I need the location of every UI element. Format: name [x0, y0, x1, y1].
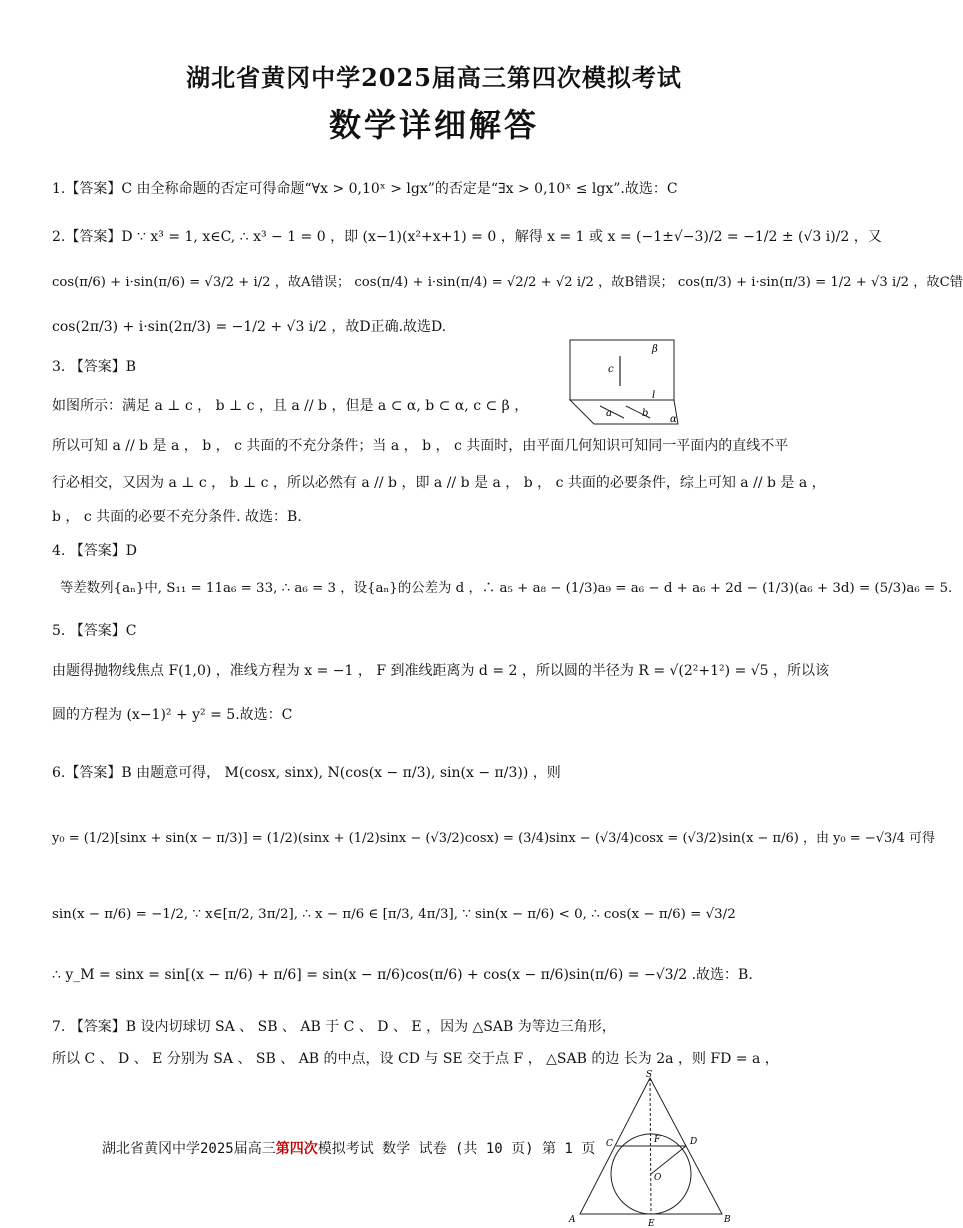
answer-4-heading: 4. 【答案】D [52, 543, 138, 559]
label-alpha: α [670, 414, 677, 425]
point-E: E [648, 1219, 655, 1228]
exam-title: 湖北省黄冈中学2025届高三第四次模拟考试 [186, 63, 682, 92]
point-C: C [606, 1139, 613, 1149]
footer-prefix: 湖北省黄冈中学2025届高三 [102, 1141, 276, 1157]
answer-4-line-1: 等差数列{aₙ}中, S₁₁ = 11a₆ = 33, ∴ a₆ = 3 ，设{aₙ}的公差为 d ，∴ a₅ + a₈ − (1/3)a₉ = a₆ − d + a₆ + 2d − (1/3)(a₆ + 3d) = (5/3)a₆ = 5. [60, 581, 953, 596]
answer-2-line-1: 2.【答案】D ∵ x³ = 1, x∈C, ∴ x³ − 1 = 0 ，即 (x−1)(x²+x+1) = 0 ，解得 x = 1 或 x = (−1±√−3)/2 = −1/2 ± (√3 i)/2 ，又 [52, 229, 882, 245]
label-l: l [652, 390, 656, 401]
answer-6-line-3: sin(x − π/6) = −1/2, ∵ x∈[π/2, 3π/2], ∴ x − π/6 ∈ [π/3, 4π/3], ∵ sin(x − π/6) < 0, ∴ cos(x − π/6) = √3/2 [52, 907, 736, 922]
label-a: a [606, 408, 612, 419]
figure-7-cone-section [566, 1070, 736, 1228]
answer-3-line-2: 所以可知 a // b 是 a ， b ， c 共面的不充分条件；当 a ， b ， c 共面时，由平面几何知识可知同一平面内的直线不平 [52, 438, 789, 454]
point-A: A [569, 1215, 576, 1225]
answer-5-heading: 5. 【答案】C [52, 623, 137, 639]
answer-6-line-2: y₀ = (1/2)[sinx + sin(x − π/3)] = (1/2)(sinx + (1/2)sinx − (√3/2)cosx) = (3/4)sinx − (√3/4)cosx = (√3/2)sin(x − π/6) ，由 y₀ = −√3/4 可得 [52, 831, 936, 846]
label-beta: β [652, 344, 658, 355]
document-title: 数学详细解答 [328, 106, 539, 144]
point-O: O [654, 1173, 662, 1183]
page-footer [102, 1138, 595, 1158]
answer-7-line-2: 所以 C 、 D 、 E 分别为 SA 、 SB 、 AB 的中点，设 CD 与 SE 交于点 F ， △SAB 的边 长为 2a ，则 FD = a ， [52, 1051, 779, 1067]
answer-7-line-1: 7. 【答案】B 设内切球切 SA 、 SB 、 AB 于 C 、 D 、 E ，因为 △SAB 为等边三角形， [52, 1019, 616, 1035]
point-B: B [724, 1215, 731, 1225]
answer-6-line-1: 6.【答案】B 由题意可得， M(cosx, sinx), N(cos(x − π/3), sin(x − π/3)) ，则 [52, 765, 561, 781]
answer-2-line-3: cos(2π/3) + i·sin(2π/3) = −1/2 + √3 i/2 ，故D正确.故选D. [52, 319, 447, 335]
answer-6-line-4: ∴ y_M = sinx = sin[(x − π/6) + π/6] = sin(x − π/6)cos(π/6) + cos(x − π/6)sin(π/6) = −√3/2 .故选：B. [52, 967, 753, 983]
answer-5-line-2: 圆的方程为 (x−1)² + y² = 5.故选：C [52, 707, 293, 723]
answer-1: 1.【答案】C 由全称命题的否定可得命题“∀x > 0,10ˣ > lgx”的否定是“∃x > 0,10ˣ ≤ lgx”.故选：C [52, 181, 678, 197]
footer-highlight: 第四次 [275, 1141, 318, 1157]
answer-2-line-2: cos(π/6) + i·sin(π/6) = √3/2 + i/2 ，故A错误； cos(π/4) + i·sin(π/4) = √2/2 + √2 i/2 ，故B错误； cos(π/3) + i·sin(π/3) = 1/2 + √3 i/2 ，故C错 [52, 275, 963, 290]
figure-3-planes [566, 336, 678, 426]
answer-5-line-1: 由题得抛物线焦点 F(1,0) ，准线方程为 x = −1 ， F 到准线距离为 d = 2 ，所以圆的半径为 R = √(2²+1²) = √5 ，所以该 [52, 663, 830, 679]
point-F: F [654, 1135, 661, 1145]
footer-suffix: 模拟考试 数学 试卷 (共 10 页) 第 1 页 [317, 1141, 596, 1157]
label-b: b [642, 408, 649, 419]
point-D: D [690, 1137, 698, 1147]
point-S: S [646, 1070, 653, 1080]
answer-3-line-3: 行必相交，又因为 a ⊥ c ， b ⊥ c ，所以必然有 a // b ，即 a // b 是 a ， b ， c 共面的必要条件，综上可知 a // b 是 a ， [52, 475, 826, 491]
answer-3-heading: 3. 【答案】B [52, 359, 137, 375]
answer-3-line-4: b ， c 共面的必要不充分条件. 故选：B. [52, 509, 302, 525]
label-c: c [608, 364, 614, 375]
answer-3-line-1: 如图所示：满足 a ⊥ c ， b ⊥ c ，且 a // b ，但是 a ⊂ α, b ⊂ α, c ⊂ β ， [52, 398, 529, 414]
